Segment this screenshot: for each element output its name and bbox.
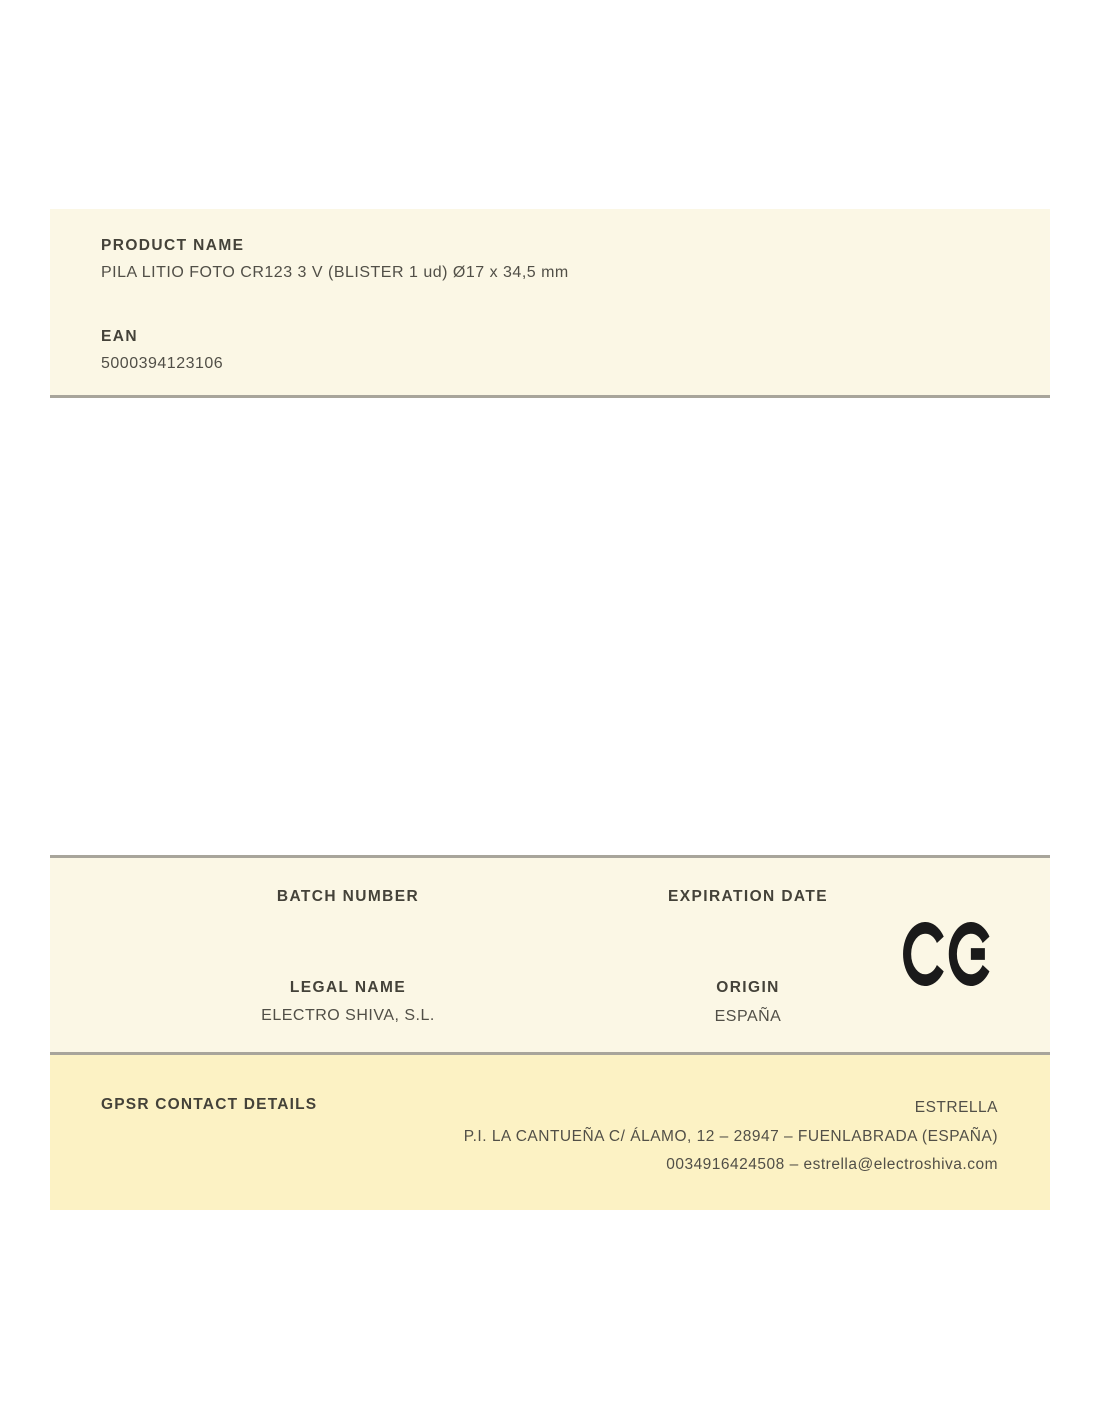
origin-label: ORIGIN [716, 979, 780, 996]
batch-number-label: BATCH NUMBER [276, 888, 420, 905]
product-name-value: PILA LITIO FOTO CR123 3 V (BLISTER 1 ud) Ø17 x 34,5 mm [101, 264, 569, 281]
ean-value: 5000394123106 [101, 355, 224, 372]
gpsr-company: ESTRELLA [914, 1099, 998, 1116]
product-name-label: PRODUCT NAME [101, 237, 245, 254]
legal-name-label: LEGAL NAME [289, 979, 407, 996]
ce-mark-icon [903, 922, 993, 986]
gpsr-label: GPSR CONTACT DETAILS [101, 1096, 318, 1113]
expiration-date-label: EXPIRATION DATE [668, 888, 828, 905]
gpsr-contact-section [50, 1055, 1050, 1210]
legal-name-value: ELECTRO SHIVA, S.L. [261, 1007, 435, 1024]
origin-value: ESPAÑA [714, 1008, 782, 1025]
compliance-section [50, 855, 1050, 1055]
gpsr-phone-email: 0034916424508 – estrella@electroshiva.com [666, 1156, 998, 1173]
gpsr-contact-block [464, 1094, 998, 1180]
ean-label: EAN [101, 328, 138, 345]
product-info-section [50, 209, 1050, 398]
gpsr-address: P.I. LA CANTUEÑA C/ ÁLAMO, 12 – 28947 – FUENLABRADA (ESPAÑA) [463, 1127, 998, 1145]
